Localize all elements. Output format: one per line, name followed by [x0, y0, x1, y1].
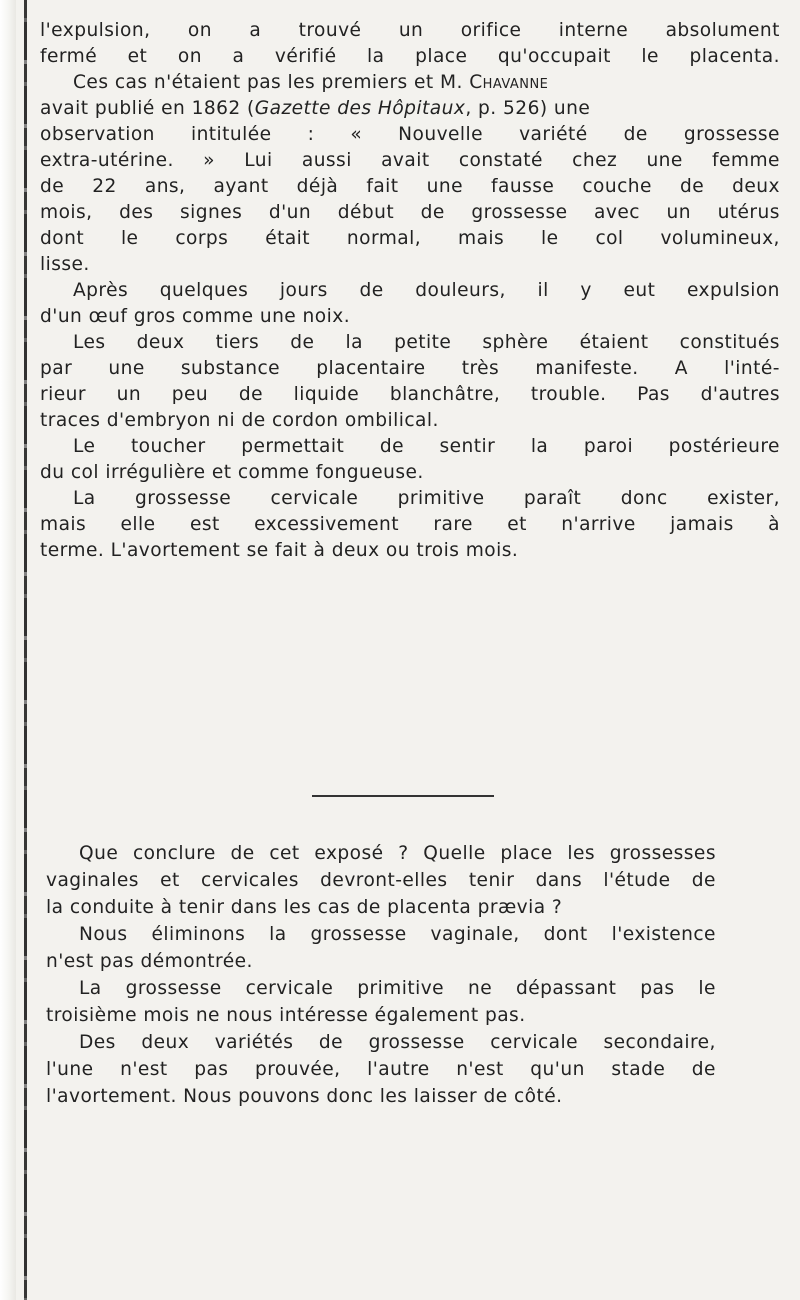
text-run: lisse.: [40, 254, 90, 275]
text-line: extra-utérine. » Lui aussi avait constaté chez une femme: [40, 150, 780, 171]
page-binding-edge: [0, 0, 16, 1300]
text-run: d'un œuf gros comme une noix.: [40, 306, 351, 327]
text-line: observation intitulée : « Nouvelle variété de grossesse: [40, 124, 780, 145]
text-block-1: [40, 18, 780, 564]
text-line: [40, 460, 780, 486]
text-line: [40, 96, 780, 122]
text-run: avait publié en 1862 (: [40, 98, 255, 119]
text-line: Nous éliminons la grossesse vaginale, dont l'existence: [79, 924, 716, 945]
text-line: l'une n'est pas prouvée, l'autre n'est qu'un stade de: [46, 1059, 716, 1080]
text-line: [40, 70, 780, 96]
text-line: rieur un peu de liquide blanchâtre, trouble. Pas d'autres: [40, 384, 780, 405]
sc-text: Chavanne: [469, 72, 549, 93]
text-line: La grossesse cervicale primitive paraît donc exister,: [73, 488, 780, 509]
text-line: fermé et on a vérifié la place qu'occupait le placenta.: [40, 46, 780, 67]
text-line: mois, des signes d'un début de grossesse avec un utérus: [40, 202, 780, 223]
i-text: Gazette des Hôpitaux: [254, 98, 466, 119]
text-line: Que conclure de cet exposé ? Quelle place les grossesses: [79, 843, 716, 864]
text-line: [46, 948, 716, 975]
text-line: Des deux variétés de grossesse cervicale secondaire,: [79, 1032, 716, 1053]
text-run: n'est pas démontrée.: [46, 951, 253, 972]
text-run: du col irrégulière et comme fongueuse.: [40, 462, 424, 483]
text-line: l'expulsion, on a trouvé un orifice interne absolument: [40, 20, 780, 41]
text-line: Le toucher permettait de sentir la paroi postérieure: [73, 436, 780, 457]
binding-shadow: [24, 0, 27, 1300]
text-block-2: [46, 840, 716, 1110]
text-line: vaginales et cervicales devront-elles tenir dans l'étude de: [46, 870, 716, 891]
text-line: [40, 538, 780, 564]
text-line: mais elle est excessivement rare et n'arrive jamais à: [40, 514, 780, 535]
text-line: de 22 ans, ayant déjà fait une fausse couche de deux: [40, 176, 780, 197]
text-line: [40, 304, 780, 330]
text-run: terme. L'avortement se fait à deux ou trois mois.: [40, 540, 519, 561]
text-run: la conduite à tenir dans les cas de placenta prævia ?: [46, 897, 563, 918]
section-divider: [312, 795, 494, 797]
text-line: Les deux tiers de la petite sphère étaient constitués: [73, 332, 780, 353]
text-line: [46, 894, 716, 921]
text-run: , p. 526) une: [465, 98, 591, 119]
text-line: [40, 408, 780, 434]
text-run: traces d'embryon ni de cordon ombilical.: [40, 410, 439, 431]
text-line: [46, 1002, 716, 1029]
text-line: par une substance placentaire très manifeste. A l'inté-: [40, 358, 780, 379]
text-line: [40, 252, 780, 278]
text-run: Ces cas n'étaient pas les premiers et M.: [73, 72, 470, 93]
text-line: La grossesse cervicale primitive ne dépassant pas le: [79, 978, 716, 999]
text-run: troisième mois ne nous intéresse également pas.: [46, 1005, 526, 1026]
text-line: [46, 1083, 716, 1110]
text-line: dont le corps était normal, mais le col volumineux,: [40, 228, 780, 249]
text-run: l'avortement. Nous pouvons donc les laisser de côté.: [46, 1086, 563, 1107]
text-line: Après quelques jours de douleurs, il y eut expulsion: [73, 280, 780, 301]
